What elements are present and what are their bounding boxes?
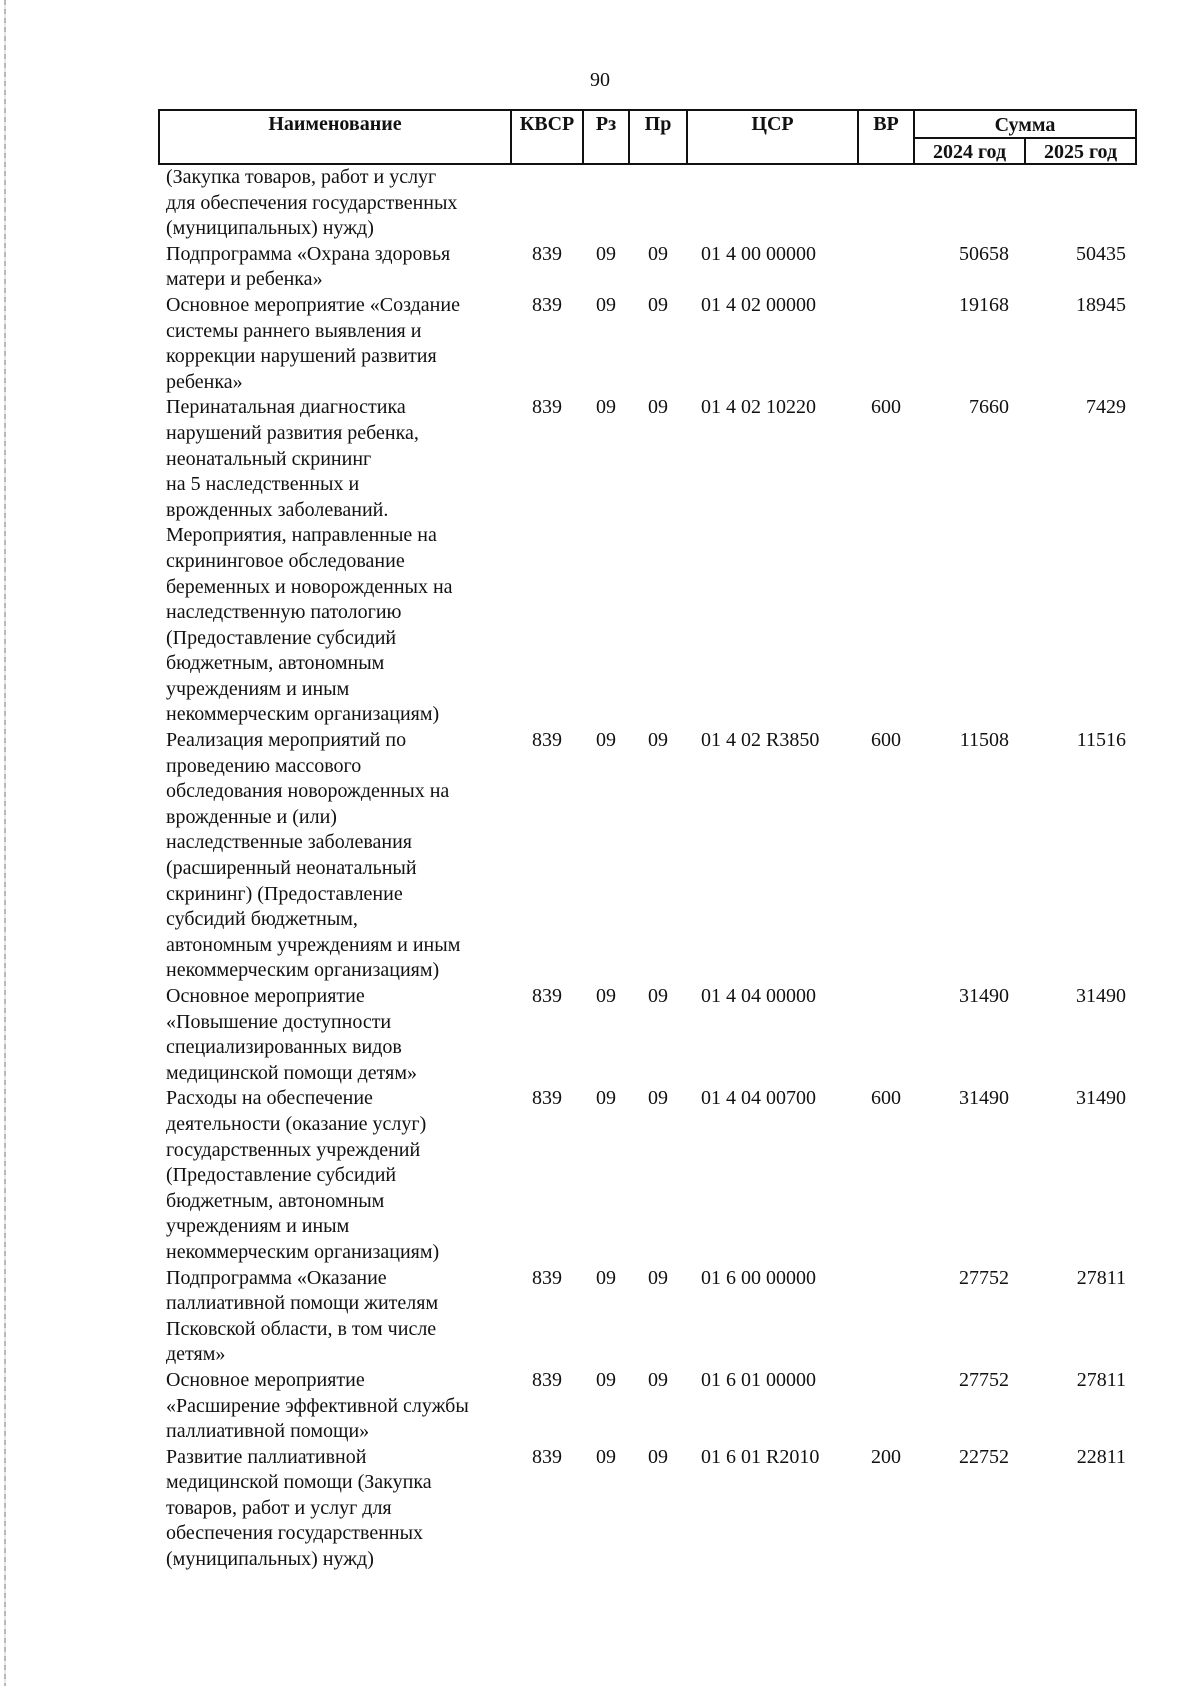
table-row bbox=[159, 984, 1136, 1086]
header-year-2024: 2024 год bbox=[914, 138, 1025, 164]
table-row bbox=[159, 1266, 1136, 1368]
table-body bbox=[159, 164, 1136, 1573]
table-row bbox=[159, 1445, 1136, 1573]
row-name-text: (Закупка товаров, работ и услуг для обеспечения государственных (муниципальных) нужд) bbox=[166, 166, 458, 240]
row-csr: 01 4 02 00000 bbox=[701, 293, 816, 316]
row-vr bbox=[858, 164, 914, 242]
row-kvsr: 839 bbox=[532, 1087, 562, 1110]
budget-table bbox=[158, 109, 1137, 1573]
row-pr: 09 bbox=[648, 729, 668, 752]
header-rz: Рз bbox=[583, 110, 629, 164]
row-sum-2024: 31490 bbox=[959, 1087, 1009, 1110]
row-pr: 09 bbox=[648, 396, 668, 419]
row-kvsr: 839 bbox=[532, 242, 562, 265]
row-vr bbox=[858, 984, 914, 1086]
row-sum-2024: 50658 bbox=[959, 242, 1009, 265]
row-pr: 09 bbox=[648, 1445, 668, 1468]
row-sum-2024: 11508 bbox=[959, 729, 1009, 752]
row-rz: 09 bbox=[596, 293, 616, 316]
row-csr: 01 4 04 00700 bbox=[701, 1087, 816, 1110]
row-csr: 01 4 00 00000 bbox=[701, 242, 816, 265]
table-row bbox=[159, 1086, 1136, 1265]
row-rz: 09 bbox=[596, 396, 616, 419]
row-csr: 01 4 04 00000 bbox=[701, 985, 816, 1007]
row-sum-2025: 18945 bbox=[1076, 293, 1127, 316]
row-name bbox=[159, 984, 511, 1086]
row-name bbox=[159, 293, 511, 395]
row-pr: 09 bbox=[648, 1266, 668, 1289]
row-rz: 09 bbox=[596, 242, 616, 265]
row-sum-2025: 27811 bbox=[1076, 1266, 1127, 1289]
row-name-text: Подпрограмма «Оказание паллиативной помощи жителям Псковской области, в том числе детям» bbox=[166, 1266, 439, 1366]
table-row bbox=[159, 293, 1136, 395]
row-name bbox=[159, 1266, 511, 1368]
row-pr: 09 bbox=[648, 1368, 668, 1391]
row-pr bbox=[629, 164, 687, 242]
header-year-2025: 2025 год bbox=[1025, 138, 1136, 164]
table-row bbox=[159, 242, 1136, 293]
row-vr bbox=[858, 293, 914, 395]
row-name bbox=[159, 164, 511, 242]
row-vr: 200 bbox=[871, 1445, 901, 1468]
row-sum-2024: 22752 bbox=[959, 1445, 1009, 1468]
row-vr: 600 bbox=[871, 1087, 901, 1110]
row-name-text: Основное мероприятие «Расширение эффективной службы паллиативной помощи» bbox=[166, 1368, 469, 1443]
row-name bbox=[159, 1086, 511, 1265]
row-kvsr: 839 bbox=[532, 985, 562, 1007]
row-csr: 01 6 01 R2010 bbox=[701, 1445, 820, 1468]
row-rz: 09 bbox=[596, 1368, 616, 1391]
header-csr: ЦСР bbox=[687, 110, 858, 164]
row-pr: 09 bbox=[648, 1087, 668, 1110]
row-pr: 09 bbox=[648, 242, 668, 265]
row-sum-2025: 27811 bbox=[1076, 1368, 1127, 1391]
row-vr bbox=[858, 242, 914, 293]
row-sum-2024: 31490 bbox=[959, 985, 1009, 1007]
row-rz: 09 bbox=[596, 985, 616, 1007]
row-rz: 09 bbox=[596, 1266, 616, 1289]
row-vr bbox=[858, 1266, 914, 1368]
row-sum-2024: 27752 bbox=[959, 1266, 1009, 1289]
row-name bbox=[159, 728, 511, 984]
row-name bbox=[159, 242, 511, 293]
row-csr: 01 6 01 00000 bbox=[701, 1368, 816, 1391]
row-kvsr: 839 bbox=[532, 396, 562, 419]
row-rz: 09 bbox=[596, 1087, 616, 1110]
row-csr: 01 4 02 R3850 bbox=[701, 729, 820, 752]
row-sum-2024 bbox=[914, 164, 1025, 242]
table-row bbox=[159, 728, 1136, 984]
row-kvsr: 839 bbox=[532, 729, 562, 752]
scan-edge bbox=[4, 0, 6, 1686]
row-kvsr: 839 bbox=[532, 1368, 562, 1391]
row-sum-2025: 7429 bbox=[1086, 396, 1127, 419]
row-rz: 09 bbox=[596, 1445, 616, 1468]
row-csr: 01 6 00 00000 bbox=[701, 1266, 816, 1289]
row-pr: 09 bbox=[648, 293, 668, 316]
row-kvsr: 839 bbox=[532, 293, 562, 316]
header-name: Наименование bbox=[159, 110, 511, 164]
row-sum-2024: 27752 bbox=[959, 1368, 1009, 1391]
row-vr: 600 bbox=[871, 729, 901, 752]
page-number: 90 bbox=[590, 69, 610, 91]
row-name-text: Подпрограмма «Охрана здоровья матери и ребенка» bbox=[166, 242, 451, 291]
row-sum-2025: 50435 bbox=[1076, 242, 1127, 265]
row-csr: 01 4 02 10220 bbox=[701, 396, 816, 419]
row-name-text: Расходы на обеспечение деятельности (оказание услуг) государственных учреждений (Предоставление субсидий бюджетным, автономным учреждениям и иным некоммерческим организациям) bbox=[166, 1087, 440, 1263]
row-csr bbox=[687, 164, 858, 242]
row-sum-2025: 22811 bbox=[1076, 1445, 1127, 1468]
row-sum-2025 bbox=[1025, 164, 1136, 242]
header-pr: Пр bbox=[629, 110, 687, 164]
row-vr: 600 bbox=[871, 396, 901, 419]
table-row bbox=[159, 395, 1136, 728]
row-sum-2025: 11516 bbox=[1076, 729, 1127, 752]
row-rz bbox=[583, 164, 629, 242]
table-header bbox=[159, 110, 1136, 164]
table-row bbox=[159, 164, 1136, 242]
row-name-text: Реализация мероприятий по проведению массового обследования новорожденных на врожденные и (или) наследственные заболевания (расширенный неонатальный скрининг) (Предоставление субсидий бюджетным, автономным учреждениям и иным некоммерческим организациям) bbox=[166, 729, 461, 982]
row-name-text: Основное мероприятие «Создание системы раннего выявления и коррекции нарушений развития ребенка» bbox=[166, 293, 460, 393]
row-sum-2024: 19168 bbox=[959, 293, 1009, 316]
row-sum-2025: 31490 bbox=[1076, 1087, 1127, 1110]
row-sum-2024: 7660 bbox=[969, 396, 1009, 419]
header-vr: ВР bbox=[858, 110, 914, 164]
row-kvsr: 839 bbox=[532, 1445, 562, 1468]
row-name-text: Развитие паллиативной медицинской помощи (Закупка товаров, работ и услуг для обеспечения государственных (муниципальных) нужд) bbox=[166, 1445, 432, 1571]
row-pr: 09 bbox=[648, 985, 668, 1007]
row-name bbox=[159, 1445, 511, 1573]
row-sum-2025: 31490 bbox=[1076, 985, 1127, 1007]
row-rz: 09 bbox=[596, 729, 616, 752]
row-vr bbox=[858, 1368, 914, 1445]
table-row bbox=[159, 1368, 1136, 1445]
row-name bbox=[159, 1368, 511, 1445]
row-name bbox=[159, 395, 511, 728]
row-kvsr: 839 bbox=[532, 1266, 562, 1289]
row-name-text: Перинатальная диагностика нарушений развития ребенка, неонатальный скрининг на 5 наследственных и врожденных заболеваний. Мероприятия, направленные на скрининговое обследование беременных и новорожденных на наследственную патологию (Предоставление субсидий бюджетным, автономным учреждениям и иным некоммерческим организациям) bbox=[166, 396, 453, 726]
row-kvsr bbox=[511, 164, 583, 242]
header-kvsr: КВСР bbox=[511, 110, 583, 164]
row-name-text: Основное мероприятие «Повышение доступности специализированных видов медицинской помощи детям» bbox=[166, 985, 418, 1084]
header-sum: Сумма bbox=[914, 110, 1136, 138]
